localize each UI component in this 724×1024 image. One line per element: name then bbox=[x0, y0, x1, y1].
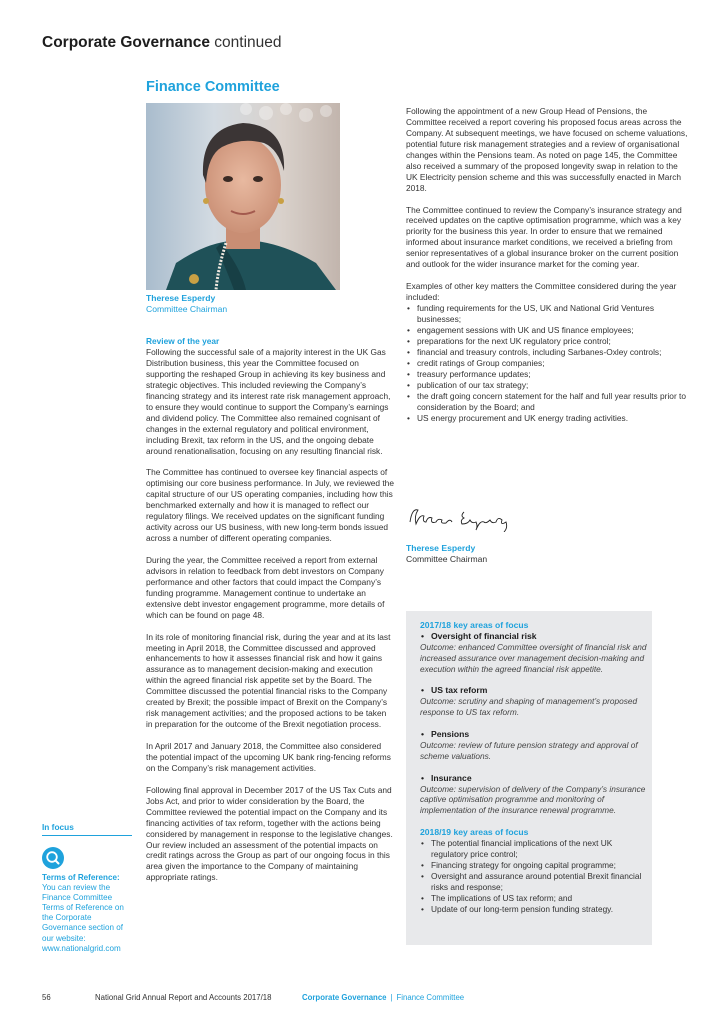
chairman-caption bbox=[146, 293, 227, 315]
focus-2017-title: 2017/18 key areas of focus bbox=[420, 620, 529, 630]
focus-item bbox=[420, 685, 648, 718]
list-item: • treasury performance updates; bbox=[406, 369, 688, 380]
list-item: • publication of our tax strategy; bbox=[406, 380, 688, 391]
section-title: Corporate Governance bbox=[42, 34, 210, 51]
signature-image bbox=[406, 502, 526, 532]
focus-item-outcome: Outcome: review of future pension strategy and approval of scheme valuations. bbox=[420, 739, 638, 761]
focus-2018-list bbox=[420, 838, 648, 914]
in-focus-title: Terms of Reference: bbox=[42, 873, 120, 882]
review-paragraph: In April 2017 and January 2018, the Committee also considered the potential impact of the upcoming UK bank ring-fencing reforms on the Company’s risk management activities. bbox=[146, 741, 391, 773]
in-focus-text: You can review the Finance Committee Terms of Reference on the Corporate Governance section of our website: bbox=[42, 883, 124, 943]
focus-item-outcome: Outcome: enhanced Committee oversight of financial risk and increased assurance over management decision-making and execution within the agreed financial risk appetite. bbox=[420, 641, 647, 674]
review-paragraph: Following final approval in December 2017 of the US Tax Cuts and Jobs Act, and prior to wider consideration by the Board, the Committee reviewed the potential impact on the Company and its financing activities of tax reform, together with the actions being considered by management in response to the legislative changes. Our review included an assessment of the potential impacts on credit ratings across the Group as part of our ongoing focus in this area given the importance to the Company of maintaining appropriate ratings. bbox=[146, 784, 393, 883]
focus-item-outcome: Outcome: scrutiny and shaping of management’s proposed response to US tax reform. bbox=[420, 696, 638, 718]
second-column bbox=[406, 106, 688, 424]
list-item: • Update of our long-term pension funding strategy. bbox=[420, 904, 648, 915]
insurance-paragraph: The Committee continued to review the Company’s insurance strategy and received updates on the captive optimisation programme, which was a key priority for the business this year. In order to ensure that we remained informed about insurance market conditions, we received a briefing from senior representatives of a global insurance broker on the current position and outlook for the wider insurance market for the coming year. bbox=[406, 204, 682, 270]
key-areas-box bbox=[406, 611, 652, 945]
report-title: National Grid Annual Report and Accounts 2017/18 bbox=[95, 993, 272, 1002]
review-column bbox=[146, 336, 394, 894]
search-icon bbox=[42, 847, 64, 869]
list-item: • financial and treasury controls, including Sarbanes-Oxley controls; bbox=[406, 347, 688, 358]
list-item: • preparations for the next UK regulatory price control; bbox=[406, 336, 688, 347]
review-paragraph: Following the successful sale of a majority interest in the UK Gas Distribution business, this year the Committee focused on supporting the reshaped Group in achieving its key business and strategic objectives. This included reviewing the Company’s financing strategy and its interest rate risk management approach, to ensure they would continue to support the Company’s earnings and dividend policy. The Committee also remained cognisant of changes in the external regulatory and political environment, including Brexit, tax reform in the US, and the ongoing debate around renationalisation, focusing on any resulting financial risk. bbox=[146, 346, 391, 456]
list-item: • engagement sessions with UK and US finance employees; bbox=[406, 325, 688, 336]
list-item: • US energy procurement and UK energy trading activities. bbox=[406, 413, 688, 424]
list-item: • funding requirements for the US, UK and National Grid Ventures businesses; bbox=[406, 303, 688, 325]
focus-item-heading: • Pensions bbox=[420, 729, 648, 740]
footer-breadcrumb bbox=[302, 993, 464, 1002]
list-item: • credit ratings of Group companies; bbox=[406, 358, 688, 369]
list-item: • Oversight and assurance around potential Brexit financial risks and response; bbox=[420, 871, 648, 893]
in-focus-panel bbox=[42, 822, 132, 954]
section-header bbox=[42, 34, 282, 52]
examples-list bbox=[406, 303, 688, 423]
pensions-paragraph: Following the appointment of a new Group Head of Pensions, the Committee received a report covering his proposed focus areas across the Company. At subsequent meetings, we have focused on scheme valuations, potential future risk management strategies and a review of organisational changes within the Pensions team. As noted on page 145, the Committee also received a summary of the proposed longevity swap in relation to the UK Electricity pension scheme and this was successfully enacted in March 2018. bbox=[406, 106, 688, 193]
list-item: • The implications of US tax reform; and bbox=[420, 893, 648, 904]
review-paragraph: The Committee has continued to oversee key financial aspects of optimising our core business performance. In July, we reviewed the capital structure of our US operating companies, including how this benchmarked externally and how it is managed to reflect our regulatory filings. We received updates on the significant funding activity across our US business, with new long-term bonds issued across a number of different operating companies. bbox=[146, 467, 394, 544]
section-suffix: continued bbox=[214, 34, 282, 51]
focus-item bbox=[420, 631, 648, 675]
focus-item-heading: • US tax reform bbox=[420, 685, 648, 696]
signature-role: Committee Chairman bbox=[406, 554, 488, 564]
review-heading: Review of the year bbox=[146, 336, 220, 346]
signature-caption bbox=[406, 543, 487, 565]
footer-section: Corporate Governance bbox=[302, 993, 387, 1002]
chairman-name: Therese Esperdy bbox=[146, 293, 216, 303]
focus-item-heading: • Oversight of financial risk bbox=[420, 631, 648, 642]
in-focus-body bbox=[42, 873, 132, 954]
focus-2018-title: 2018/19 key areas of focus bbox=[420, 827, 529, 838]
chairman-role: Committee Chairman bbox=[146, 304, 228, 314]
focus-item-heading: • Insurance bbox=[420, 773, 648, 784]
focus-item bbox=[420, 729, 648, 762]
review-paragraph: During the year, the Committee received a report from external advisors in relation to feedback from debt investors on Company performance and other factors that could impact the Company’s funding programme. Management continue to undertake an extensive debt investor engagement programme, more details of which can be found on page 48. bbox=[146, 554, 385, 620]
committee-title: Finance Committee bbox=[146, 79, 280, 95]
website-link[interactable]: www.nationalgrid.com bbox=[42, 943, 121, 953]
footer-subsection: Finance Committee bbox=[396, 993, 465, 1002]
list-item: • The potential financial implications of the next UK regulatory price control; bbox=[420, 838, 648, 860]
signature-name: Therese Esperdy bbox=[406, 543, 476, 553]
in-focus-label: In focus bbox=[42, 822, 132, 836]
footer-separator: | bbox=[390, 993, 393, 1002]
focus-item-outcome: Outcome: supervision of delivery of the Company’s insurance captive optimisation programme and monitoring of implementation of the insurance renewal programme. bbox=[420, 783, 646, 816]
list-item: • Financing strategy for ongoing capital programme; bbox=[420, 860, 648, 871]
focus-item bbox=[420, 773, 648, 817]
list-item: • the draft going concern statement for the half and full year results prior to consideration by the Board; and bbox=[406, 391, 688, 413]
chairman-portrait bbox=[146, 103, 340, 290]
review-paragraph: In its role of monitoring financial risk, during the year and at its last meeting in April 2018, the Committee discussed and approved enhancements to how it assesses financial risk and how it gains assurance as to management decision-making and execution within the agreed financial risk appetite set by the Board. The Committee discussed the potential financial risks to the Company created by Brexit; the possible impact of Brexit on the Company’s risk management activities; and the proposed actions to be taken in preparation for the outcome of the Brexit negotiation process. bbox=[146, 631, 391, 730]
examples-intro: Examples of other key matters the Committee considered during the year included: bbox=[406, 281, 677, 303]
page-number: 56 bbox=[42, 993, 51, 1002]
portrait-image bbox=[146, 103, 340, 290]
